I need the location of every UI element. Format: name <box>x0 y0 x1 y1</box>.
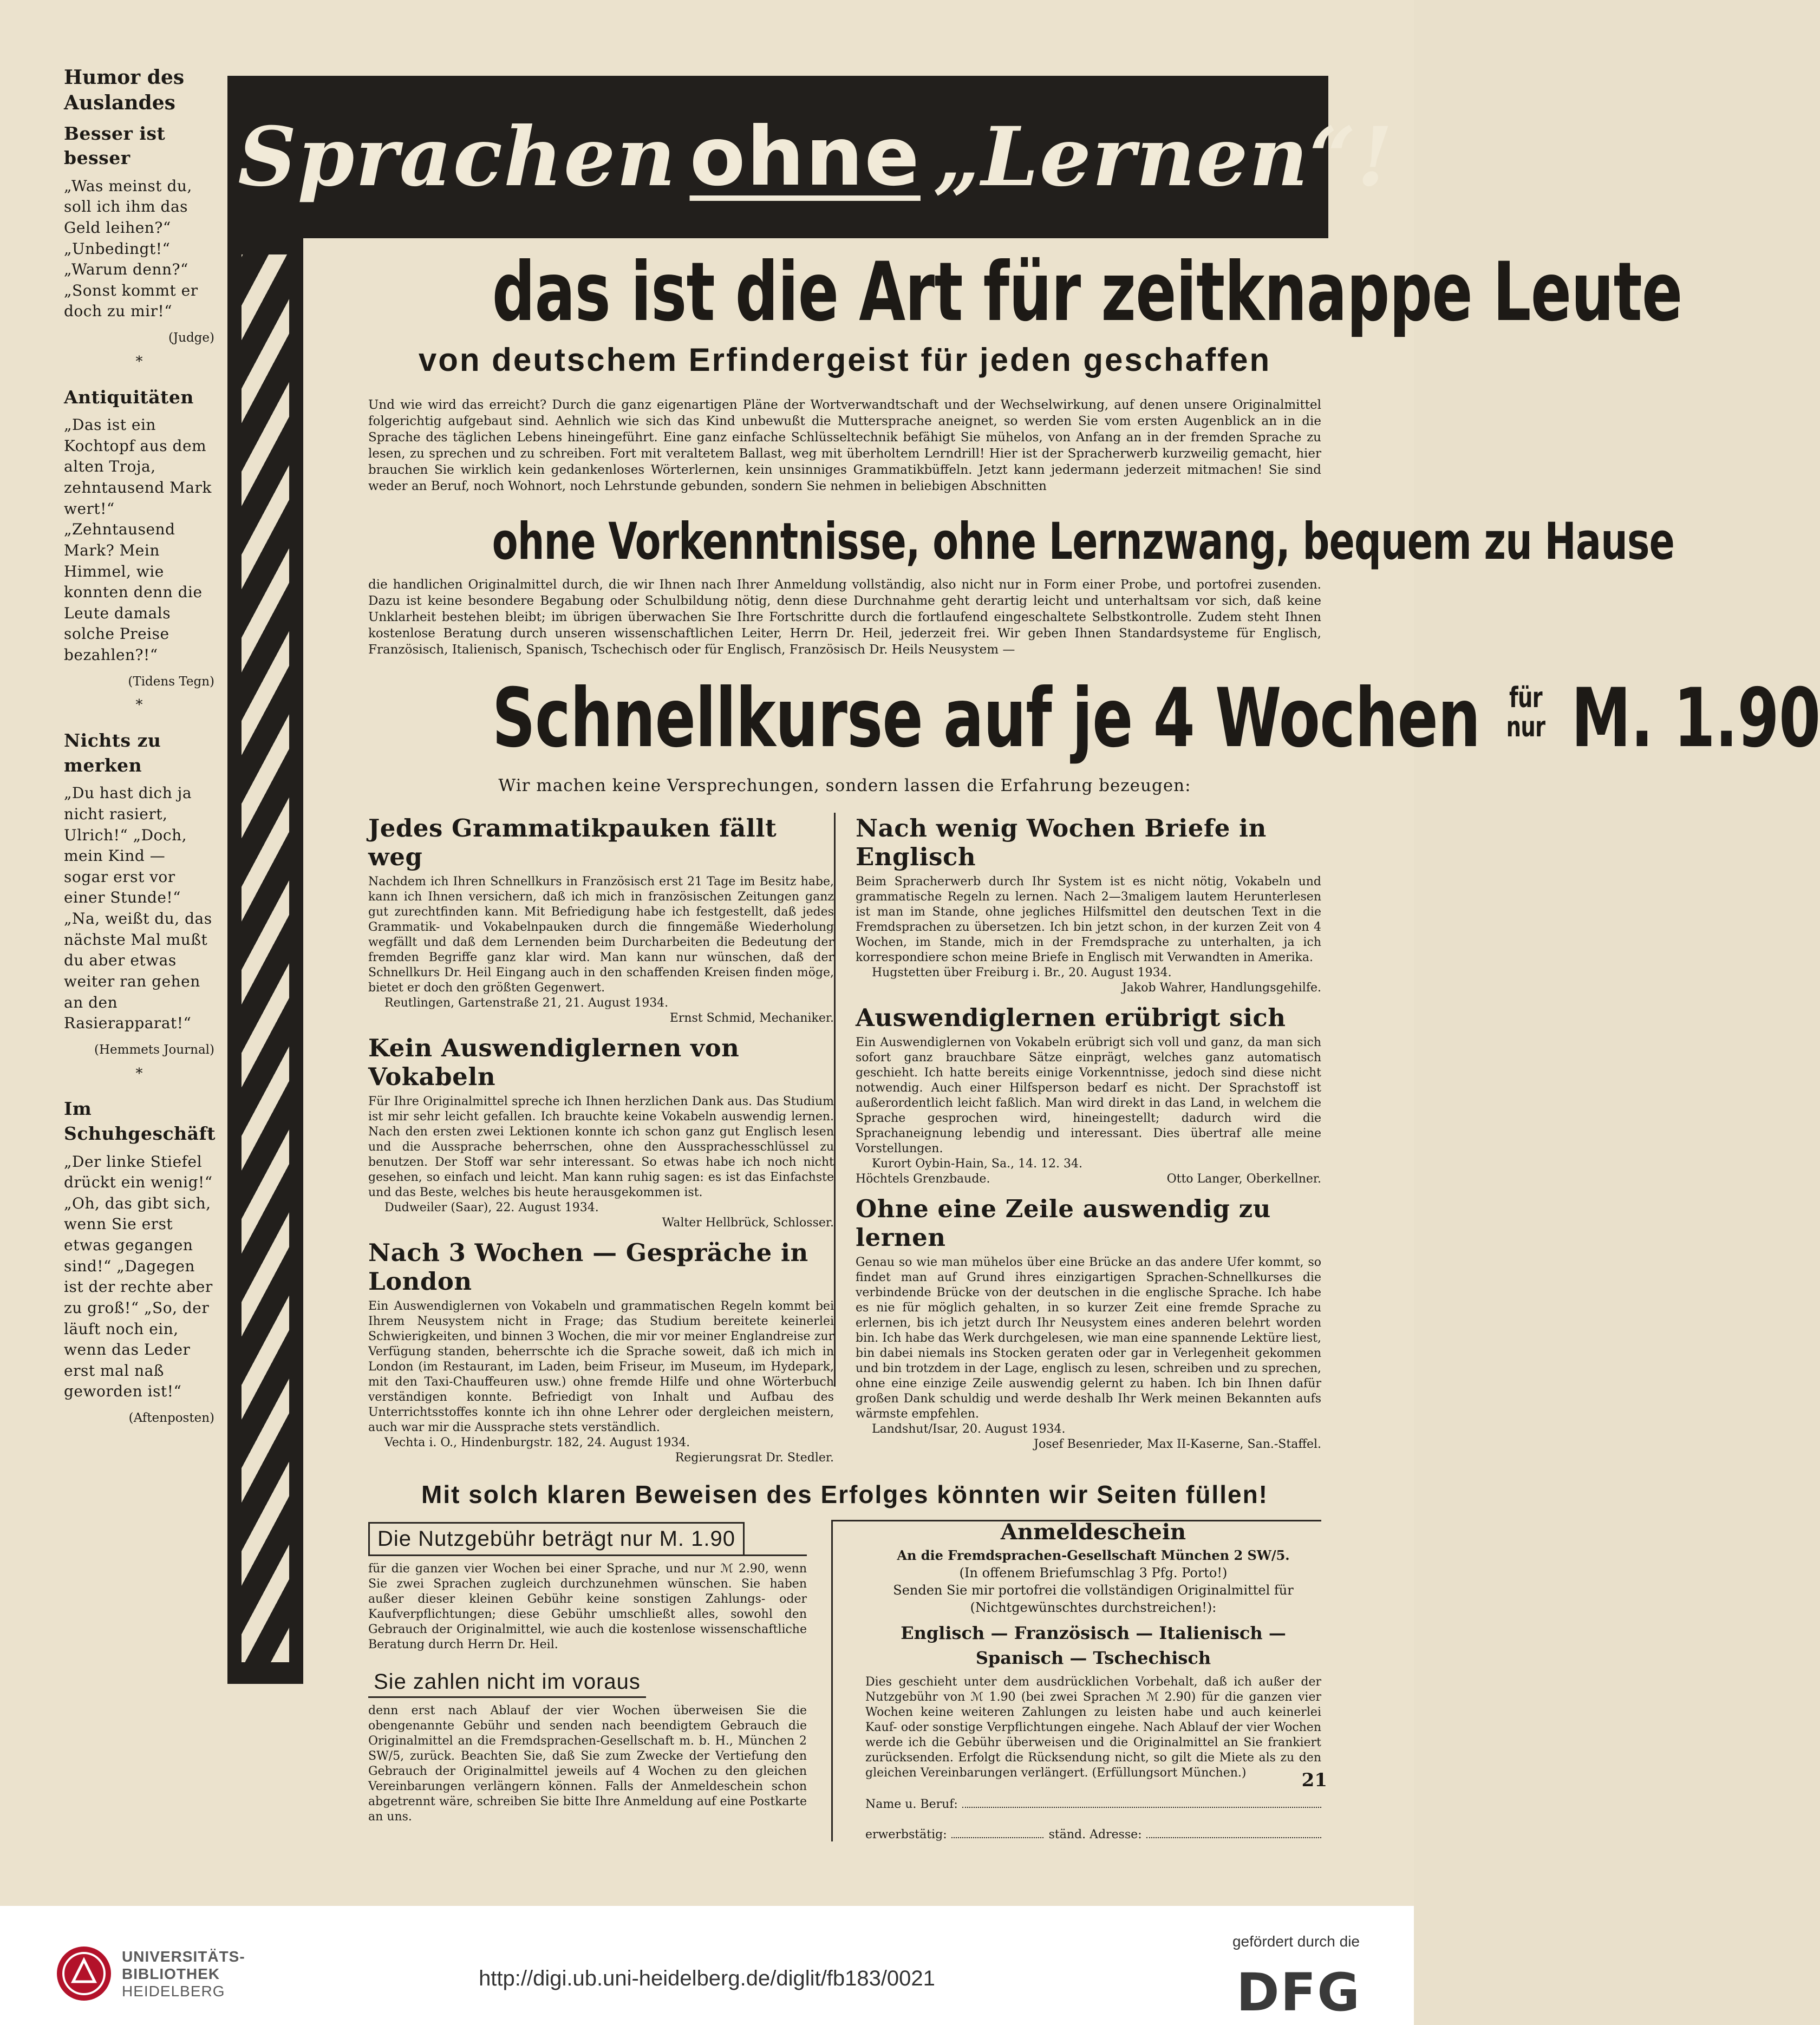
testimonial-title: Ohne eine Zeile auswendig zu lernen <box>856 1194 1271 1252</box>
coupon-languages[interactable] <box>865 1621 1321 1670</box>
joke-text: „Der linke Stiefel drückt ein wenig!“ „Oh, das gibt sich, wenn Sie erst etwas gegangen sind!“ „Dagegen ist der rechte aber zu groß!“ „So, der läuft noch ein, wenn das Leder erst mal naß geworden ist!“ <box>64 1152 213 1401</box>
testimonial-title: Jedes Grammatikpauken fällt weg <box>368 814 777 871</box>
joke-text: „Was meinst du, soll ich ihm das Geld leihen?“ „Unbedingt!“ „Warum denn?“ „Sonst kommt er doch zu mir!“ <box>64 177 198 321</box>
joke-source: (Aftenposten) <box>128 1411 214 1426</box>
ad-headline-2: ohne Vorkenntnisse, ohne Lernzwang, bequem zu Hause <box>492 512 1675 571</box>
testimonial-text: Genau so wie man mühelos über eine Brücke an das andere Ufer kommt, so findet man auf Grund ihres einzigartigen Sprachen-Schnellkurses die verbindende Brücke von der deutschen in die englische Sprache. Ich habe es nie für möglich gehalten, in so kurzer Zeit eine fremde Sprache zu erlernen, bis ich jetzt durch Ihr Neusystem eines anderen belehrt worden bin. Ich habe das Werk durchgelesen, wie man eine spannende Lektüre liest, bin dabei niemals ins Stocken geraten oder gar in Verlegenheit gekommen und bin trotzdem in der Lage, englisch zu lesen, schreiben und zu sprechen, ohne eine einzige Zeile auswendig gelernt zu haben. Ich bin Ihnen dafür großen Dank schuldig und werde deshalb Ihr Werk meinen Bekannten aufs wärmste empfehlen. <box>856 1256 1321 1421</box>
ad-headline: das ist die Art für zeitknappe Leute <box>492 245 1682 339</box>
joke-heading: Im Schuhgeschäft <box>64 1098 216 1144</box>
university-line-2: BIBLIOTHEK <box>122 1965 220 1982</box>
testimonial-name: Jakob Wahrer, Handlungsgehilfe. <box>1122 981 1321 995</box>
coupon-request: Senden Sie mir portofrei die vollständigen Originalmittel für (Nichtgewünschtes durchstreichen!): <box>893 1583 1294 1615</box>
registration-coupon[interactable] <box>831 1520 1321 1841</box>
digitization-footer <box>0 1906 1414 2025</box>
dfg-logo: DFG <box>1236 1962 1361 2023</box>
testimonial-place: Landshut/Isar, 20. August 1934. <box>872 1422 1066 1436</box>
testimonials <box>368 806 1321 1466</box>
testimonial-name: Walter Hellbrück, Schlosser. <box>662 1216 834 1230</box>
joke-heading: Besser ist besser <box>64 122 166 169</box>
name-field-line[interactable] <box>962 1795 1321 1808</box>
advance-text: denn erst nach Ablauf der vier Wochen überweisen Sie die obengenannte Gebühr und senden nach beendigtem Gebrauch die Originalmittel an die Fremdsprachen-Gesellschaft m. b. H., München 2 SW/5, zurück. Beachten Sie, daß Sie zum Zwecke der Vertiefung den Gebrauch der Originalmittel jeweils auf 4 Wochen zu den gleichen Vereinbarungen verlängern können. Falls der Anmeldeschein schon abgetrennt wäre, schreiben Sie bitte Ihre Anmeldung auf eine Postkarte an uns. <box>368 1704 807 1824</box>
testimonial-title: Auswendiglernen erübrigt sich <box>856 1003 1286 1032</box>
address-field-label: ständ. Adresse: <box>1048 1828 1142 1841</box>
ad-promise-line: Wir machen keine Versprechungen, sondern lassen die Erfahrung bezeugen: <box>498 776 1191 795</box>
joke-heading: Nichts zu merken <box>64 730 161 776</box>
name-field[interactable] <box>865 1795 1321 1811</box>
joke-source: (Judge) <box>168 331 214 345</box>
testimonial-text: Nachdem ich Ihren Schnellkurs in Französisch erst 21 Tage im Besitz habe, kann ich Ihnen versichern, daß ich mich in französischen Zeitungen ganz gut zurechtfinden kann. Mit Befriedigung habe ich festgestellt, daß jedes Grammatik- und Vokabelnpauken durch die finngemäße Wiederholung wegfällt und daß dem Lernenden beim Durcharbeiten die Bedeutung der fremden Begriffe ganz klar wird. Man kann nur wünschen, daß der Schnellkurs Dr. Heil Eingang auch in den schaffenden Kreisen finden möge, bietet er doch den größten Gegenwert. <box>368 875 834 995</box>
advance-heading: Sie zahlen nicht im voraus <box>368 1668 646 1698</box>
coupon-address: An die Fremdsprachen-Gesellschaft München 2 SW/5. <box>897 1547 1290 1563</box>
headline-3-price: M. 1.90 <box>1571 671 1820 766</box>
fee-rule <box>368 1554 807 1556</box>
employed-field-line[interactable] <box>951 1825 1043 1838</box>
university-line-3: HEIDELBERG <box>122 1983 225 2000</box>
separator-star: * <box>135 353 143 370</box>
ad-claim: Mit solch klaren Beweisen des Erfolges könnten wir Seiten füllen! <box>421 1480 1268 1508</box>
testimonial-title: Nach 3 Wochen — Gespräche in London <box>368 1238 808 1296</box>
banner-word-lernen: „Lernen“! <box>933 109 1394 205</box>
joke-source: (Tidens Tegn) <box>128 674 214 689</box>
testimonials-right <box>856 806 1321 1466</box>
testimonial-name: Regierungsrat Dr. Stedler. <box>675 1451 834 1465</box>
testimonial-place: Reutlingen, Gartenstraße 21, 21. August 1934. <box>384 996 669 1010</box>
testimonial-title: Kein Auswendiglernen von Vokabeln <box>368 1034 740 1091</box>
headline-3-fuer: für <box>1509 682 1542 714</box>
testimonial-place: Kurort Oybin-Hain, Sa., 14. 12. 34. <box>872 1157 1083 1171</box>
testimonial-name: Otto Langer, Oberkellner. <box>1166 1172 1321 1186</box>
testimonial-place: Vechta i. O., Hindenburgstr. 182, 24. August 1934. <box>384 1436 690 1449</box>
ad-intro-paragraph: Und wie wird das erreicht? Durch die ganz eigenartigen Pläne der Wortverwandtschaft und der Wechselwirkung, auf denen unsere Originalmittel folgerichtig aufgebaut sind. Aehnlich wie sich das Kind unbewußt die Muttersprache aneignet, so werden Sie vom ersten Augenblick an in die Sprache des täglichen Lebens hineingeführt. Eine ganz einfache Schlüsseltechnik befähigt Sie mühelos, von Anfang an in der fremden Sprache zu lesen, zu sprechen und zu schreiben. Fort mit veraltetem Ballast, weg mit überholtem Lerndrill! Hier ist der Spracherwerb kurzweilig gemacht, hier brauchen Sie wirklich kein gedankenloses Wörterlernen, kein unsinniges Grammatikbüffeln. Jetzt kann jedermann jederzeit mitmachen! Sie sind weder an Beruf, noch Wohnort, noch Lehrstunde gebunden, sondern Sie nehmen in beliebigen Abschnitten <box>368 398 1321 493</box>
ad-lower-section <box>368 1520 1321 1841</box>
testimonial-text: Ein Auswendiglernen von Vokabeln und grammatischen Regeln kommt bei Ihrem Neusystem nicht in Frage; das Studium bereitete keinerlei Schwierigkeiten, und binnen 3 Wochen, die mir vor meiner Englandreise zur Verfügung standen, beherrschte ich die Sprache soweit, daß ich mich in London (im Restaurant, im Laden, beim Friseur, im Museum, im Hydepark, mit den Taxi-Chauffeuren usw.) ohne fremde Hilfe und ohne Wörterbuch verständigen konnte. Befriedigt von Inhalt und Aufbau des Unterrichtsstoffes konnte ich ihn ohne Lehrer oder dergleichen meistern, auch war mir die Aussprache stets verständlich. <box>368 1299 834 1434</box>
testimonial-place: Hugstetten über Freiburg i. Br., 20. August 1934. <box>872 966 1172 979</box>
humor-column-title: Humor des Auslandes <box>64 66 185 114</box>
joke-text: „Du hast dich ja nicht rasiert, Ulrich!“ „Doch, mein Kind — sogar erst vor einer Stunde!“ „Na, weißt du, das nächste Mal mußt du aber etwas weiter ran gehen an den Rasierapparat!“ <box>64 784 212 1033</box>
joke-text: „Das ist ein Kochtopf aus dem alten Troja, zehntausend Mark wert!“ „Zehntausend Mark? Mein Himmel, wie konnten denn die Leute damals solche Preise bezahlen?!“ <box>64 416 212 664</box>
address-field[interactable] <box>865 1825 1321 1841</box>
ad-headline-3 <box>492 671 1820 766</box>
testimonial-place: Dudweiler (Saar), 22. August 1934. <box>384 1201 599 1214</box>
funding-label: gefördert durch die <box>1232 1933 1360 1950</box>
employed-field-label: erwerbstätig: <box>865 1828 947 1841</box>
coupon-languages-line-1[interactable]: Englisch — Französisch — Italienisch — <box>901 1623 1286 1643</box>
joke-heading: Antiquitäten <box>64 386 194 408</box>
testimonial-place-2-text: Höchtels Grenzbaude. <box>856 1172 990 1186</box>
testimonial-text: Ein Auswendiglernen von Vokabeln erübrigt sich voll und ganz, da man sich sofort ganz brauchbare Sätze einprägt, welches ganz automatisch geschieht. Ich hatte bereits einige Vorkenntnisse, jedoch sind diese nicht notwendig. Auch einer Hilfsperson bedarf es nicht. Der Sprachstoff ist außerordentlich leicht faßlich. Man wird direkt in das Land, in welchem die Sprache gesprochen wird, hineingestellt; dadurch wird die Sprachaneignung lebendig und interessant. Dies übertraf alle meine Vorstellungen. <box>856 1036 1321 1155</box>
university-line-1: UNIVERSITÄTS- <box>122 1948 245 1965</box>
column-separator <box>834 813 836 1387</box>
testimonial-place-2 <box>856 1172 1321 1187</box>
headline-3-main: Schnellkurse auf je 4 Wochen <box>492 671 1480 766</box>
banner-word-sprachen: Sprachen <box>238 109 677 205</box>
coupon-postage: (In offenem Briefumschlag 3 Pfg. Porto!) <box>959 1565 1228 1580</box>
fee-text: für die ganzen vier Wochen bei einer Sprache, und nur ℳ 2.90, wenn Sie zwei Sprachen zugleich durchzunehmen wünschen. Sie haben außer dieser kleinen Gebühr keine sonstigen Zahlungs- oder Kaufverpflichtungen; diese Gebühr umschließt alles, sowohl den Gebrauch der Originalmittel, wie auch die kostenlose wissenschaftliche Beratung durch Herrn Dr. Heil. <box>368 1562 807 1651</box>
coupon-terms: Dies geschieht unter dem ausdrücklichen Vorbehalt, daß ich außer der Nutzgebühr von ℳ 1.90 (bei zwei Sprachen ℳ 2.90) für die ganzen vier Wochen keine weiteren Zahlungen zu leisten habe und auch keinerlei Kauf- oder sonstige Verpflichtungen eingehe. Nach Ablauf der vier Wochen werde ich die Gebühr überweisen und die Originalmittel an Sie frankiert zurücksenden. Erfolgt die Rücksendung nicht, so gilt die Miete als zu den gleichen Vereinbarungen verlängert. (Erfüllungsort München.) <box>865 1675 1321 1780</box>
separator-star: * <box>135 1065 143 1082</box>
address-field-line[interactable] <box>1146 1825 1321 1838</box>
banner-word-ohne: ohne <box>689 110 921 204</box>
ad-main-content <box>368 244 1820 1841</box>
diagonal-stripes <box>242 254 289 1662</box>
name-field-label: Name u. Beruf: <box>865 1798 958 1811</box>
page-number: 21 <box>1301 1769 1327 1791</box>
fee-section <box>368 1520 807 1841</box>
joke-source: (Hemmets Journal) <box>94 1042 214 1057</box>
testimonial-name: Ernst Schmid, Mechaniker. <box>669 1011 834 1025</box>
testimonial-title: Nach wenig Wochen Briefe in Englisch <box>856 814 1267 871</box>
ad-banner-title <box>238 87 1394 227</box>
headline-3-fuer-nur <box>1506 683 1545 742</box>
coupon-languages-line-2[interactable]: Spanisch — Tschechisch <box>975 1648 1211 1668</box>
testimonial-name: Josef Besenrieder, Max II-Kaserne, San.-Staffel. <box>1034 1438 1321 1451</box>
testimonial-text: Für Ihre Originalmittel spreche ich Ihnen herzlichen Dank aus. Das Studium ist mir sehr leicht gefallen. Ich brauchte keine Vokabeln auswendig lernen. Nach den ersten zwei Lektionen konnte ich schon ganz gut Englisch lesen und die Aussprache beherrschen, ohne den Aussprachesschlüssel zu benutzen. Der Stoff war sehr interessant. So etwas habe ich noch nicht gesehen, so einfach und leicht. Man kann ruhig sagen: es ist das Einfachste und das Beste, welches bis heute herausgekommen ist. <box>368 1095 834 1199</box>
source-url-link[interactable]: http://digi.ub.uni-heidelberg.de/diglit/fb183/0021 <box>479 1967 935 1990</box>
humor-column <box>64 65 214 1808</box>
ad-subheadline: von deutschem Erfindergeist für jeden geschaffen <box>418 342 1271 378</box>
ad-paragraph-2: die handlichen Originalmittel durch, die wir Ihnen nach Ihrer Anmeldung vollständig, also nicht nur in Form einer Probe, und portofrei zusenden. Dazu ist keine besondere Begabung oder Schulbildung nötig, denn diese Durchnahme geht derartig leicht und unterhaltsam vor sich, daß keine Unklarheit bestehen bleibt; im übrigen überwachen Sie Ihre Fortschritte durch die fortlaufend eingeschaltete Selbstkontrolle. Zudem steht Ihnen kostenlose Beratung durch unseren wissenschaftlichen Leiter, Herrn Dr. Heil, jederzeit frei. Wir geben Ihnen Standardsysteme für Englisch, Französisch, Italienisch, Spanisch, Tschechisch oder für Englisch, Französisch Dr. Heils Neusystem — <box>368 578 1321 657</box>
coupon-title: Anmeldeschein <box>1000 1519 1186 1545</box>
separator-star: * <box>135 697 143 714</box>
testimonial-text: Beim Spracherwerb durch Ihr System ist es nicht nötig, Vokabeln und grammatische Regeln zu lernen. Nach 2—3maligem lautem Herunterlesen ist man im Stande, ohne jegliches Hilfsmittel den deutschen Text in die Fremdsprachen zu übersetzen. Ich bin jetzt schon, in der kurzen Zeit von 4 Wochen, im Stande, mich in der Fremdsprache zu unterhalten, ja ich korrespondiere schon meine Briefe in Englisch mit Verwandten in Amerika. <box>856 875 1321 964</box>
fee-heading: Die Nutzgebühr beträgt nur M. 1.90 <box>368 1522 745 1554</box>
testimonials-left <box>368 806 834 1466</box>
headline-3-nur: nur <box>1506 711 1545 743</box>
